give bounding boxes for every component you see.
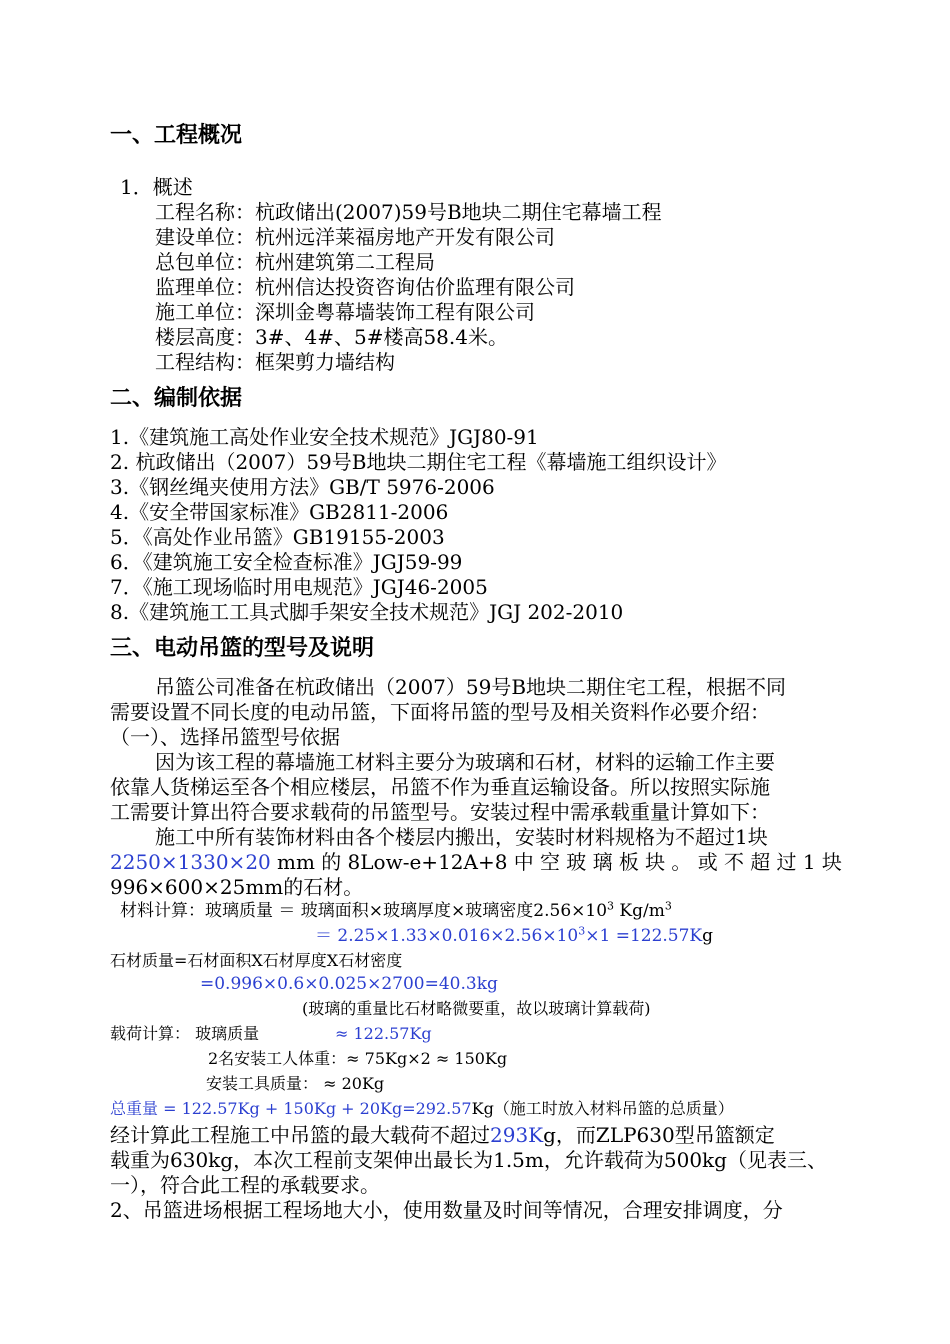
line-word: mm	[277, 850, 315, 874]
formula-unit: Kg/m	[614, 901, 665, 921]
constructor-line: 施工单位：深圳金粤幕墙装饰工程有限公司	[155, 300, 535, 324]
paragraph-3-line-2	[110, 850, 842, 874]
line-word: 空	[540, 850, 561, 874]
line-word: 不	[723, 850, 744, 874]
supervisor-line: 监理单位：杭州信达投资咨询估价监理有限公司	[155, 275, 575, 299]
reference-item: 6．《建筑施工安全检查标准》JGJ59-99	[110, 550, 463, 574]
line-word: 超	[750, 850, 771, 874]
floor-height-line: 楼层高度：3#、4#、5#楼高58.4米。	[155, 325, 508, 349]
line-word: 的	[321, 850, 342, 874]
paragraph-1-line-1: 吊篮公司准备在杭政储出（2007）59号B地块二期住宅工程，根据不同	[155, 675, 787, 699]
stone-mass-formula: 石材质量=石材面积X石材厚度X石材密度	[110, 951, 403, 970]
superscript: 3	[664, 899, 672, 913]
reference-item: 5．《高处作业吊篮》GB19155-2003	[110, 525, 445, 549]
total-label: 总重量 =	[110, 1099, 182, 1118]
line-word: 过	[776, 850, 797, 874]
line-word: 玻	[566, 850, 587, 874]
paragraph-1-line-2: 需要设置不同长度的电动吊篮，下面将吊篮的型号及相关资料作必要介绍：	[110, 700, 770, 724]
glass-mass-formula	[120, 900, 672, 922]
section-1-subtitle: 1．概述	[120, 175, 193, 199]
max-load-value: 293K	[490, 1123, 544, 1147]
reference-item: 4.《安全带国家标准》GB2811-2006	[110, 500, 449, 524]
reference-item: 8.《建筑施工工具式脚手架安全技术规范》JGJ 202-2010	[110, 600, 624, 624]
formula-result: ×1 =122.57K	[585, 926, 703, 946]
line-word: 或	[697, 850, 718, 874]
paragraph-2-line-2: 依靠人货梯运至各个相应楼层，吊篮不作为垂直运输设备。所以按照实际施	[110, 775, 770, 799]
formula-unit: g	[702, 926, 714, 946]
line-word: 中	[513, 850, 534, 874]
superscript: 3	[578, 924, 586, 938]
reference-item: 7．《施工现场临时用电规范》JGJ46-2005	[110, 575, 488, 599]
line-word: 板	[618, 850, 639, 874]
reference-item: 2. 杭政储出（2007）59号B地块二期住宅工程《幕墙施工组织设计》	[110, 450, 727, 474]
owner-line: 建设单位：杭州远洋莱福房地产开发有限公司	[155, 225, 555, 249]
glass-size-value: 2250×1330×20	[110, 850, 271, 874]
load-calc-label: 载荷计算： 玻璃质量	[110, 1024, 260, 1043]
conclusion-line-1	[110, 1123, 775, 1147]
paragraph-5-line-1: 2、吊篮进场根据工程场地大小，使用数量及时间等情况，合理安排调度，分	[110, 1198, 783, 1222]
worker-weight-line: 2名安装工人体重：≈ 75Kg×2 ≈ 150Kg	[208, 1049, 508, 1068]
line-word: 1	[802, 850, 816, 874]
subsection-title: （一）、选择吊篮型号依据	[110, 725, 340, 749]
glass-mass-result	[315, 925, 713, 947]
conclusion-text: g，而ZLP630型吊篮额定	[543, 1123, 775, 1147]
paragraph-2-line-3: 工需要计算出符合要求载荷的吊篮型号。安装过程中需承载重量计算如下：	[110, 800, 770, 824]
line-word: 8Low-e+12A+8	[347, 850, 508, 874]
weight-note: (玻璃的重量比石材略微要重，故以玻璃计算载荷)	[302, 999, 651, 1018]
line-word: 块	[645, 850, 666, 874]
glass-load-value: ≈ 122.57Kg	[335, 1024, 432, 1043]
total-note: Kg（施工时放入材料吊篮的总质量）	[471, 1099, 734, 1118]
superscript: 3	[607, 899, 615, 913]
reference-item: 1.《建筑施工高处作业安全技术规范》JGJ80-91	[110, 425, 539, 449]
tool-weight-line: 安装工具质量： ≈ 20Kg	[206, 1074, 385, 1093]
paragraph-3-line-1: 施工中所有装饰材料由各个楼层内搬出，安装时材料规格为不超过1块	[155, 825, 768, 849]
section-1-title: 一、工程概况	[110, 123, 243, 148]
conclusion-line-3: 一），符合此工程的承载要求。	[110, 1173, 380, 1197]
conclusion-text: 经计算此工程施工中吊篮的最大载荷不超过	[110, 1123, 490, 1147]
section-2-title: 二、编制依据	[110, 386, 243, 411]
line-word: 块	[821, 850, 842, 874]
total-value: 122.57Kg + 150Kg + 20Kg=292.57	[181, 1099, 472, 1118]
conclusion-line-2: 载重为630kg，本次工程前支架伸出最长为1.5m，允许载荷为500kg（见表三、	[110, 1148, 827, 1172]
stone-mass-result: =0.996×0.6×0.025×2700=40.3kg	[200, 974, 498, 994]
paragraph-2-line-1: 因为该工程的幕墙施工材料主要分为玻璃和石材，材料的运输工作主要	[155, 750, 775, 774]
total-weight-line	[110, 1098, 734, 1119]
formula-text: ＝ 2.25×1.33×0.016×2.56×10	[315, 926, 579, 946]
project-name-line: 工程名称：杭政储出(2007)59号B地块二期住宅幕墙工程	[155, 200, 662, 224]
reference-item: 3.《钢丝绳夹使用方法》GB/T 5976-2006	[110, 475, 495, 499]
line-word: 。	[671, 850, 692, 874]
structure-line: 工程结构：框架剪力墙结构	[155, 350, 395, 374]
formula-text: 材料计算：玻璃质量 ＝ 玻璃面积×玻璃厚度×玻璃密度2.56×10	[120, 901, 608, 921]
line-word: 璃	[592, 850, 613, 874]
section-3-title: 三、电动吊篮的型号及说明	[110, 636, 375, 661]
general-contractor-line: 总包单位：杭州建筑第二工程局	[155, 250, 435, 274]
paragraph-3-line-3: 996×600×25mm的石材。	[110, 875, 364, 899]
